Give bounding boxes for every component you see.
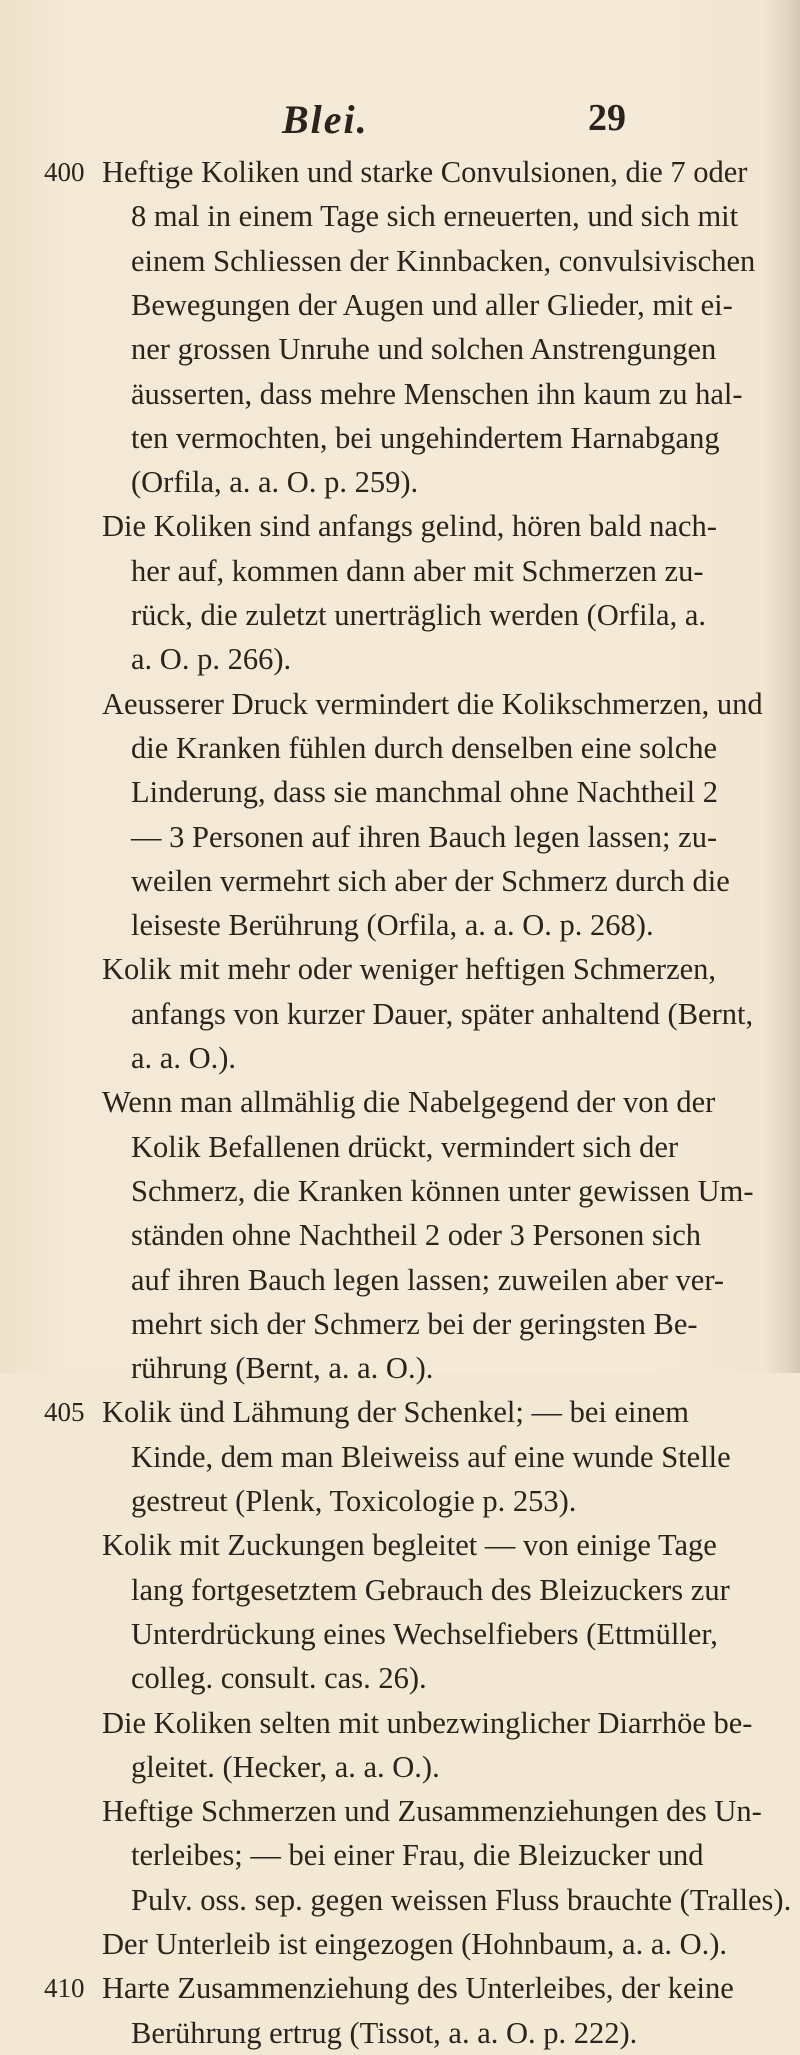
line-text: (Orfila, a. a. O. p. 259). [131, 465, 419, 500]
line-text: — 3 Personen auf ihren Bauch legen lassen; zu- [131, 819, 718, 854]
line-text: rück, die zuletzt unerträglich werden (Orfila, a. [131, 598, 706, 632]
line-text: äusserten, dass mehre Menschen ihn kaum zu hal- [131, 376, 743, 411]
line-text: Kinde, dem man Bleiweiss auf eine wunde Stelle [131, 1439, 731, 1474]
line-number: 400 [44, 157, 85, 187]
line-text: Die Koliken sind anfangs gelind, hören bald nach- [102, 509, 717, 544]
line-text: Harte Zusammenziehung des Unterleibes, der keine [102, 1971, 734, 2006]
page-binding-shadow [764, 0, 800, 1373]
line-text: Pulv. oss. sep. gegen weissen Fluss brauchte (Tralles). [131, 1882, 792, 1917]
page-number: 29 [588, 97, 626, 139]
line-text: rührung (Bernt, a. a. O.). [131, 1351, 434, 1386]
line-text: 8 mal in einem Tage sich erneuerten, und sich mit [131, 199, 739, 234]
page-header [0, 96, 800, 146]
running-title: Blei. [282, 97, 369, 142]
line-text: ten vermochten, bei ungehindertem Harnabgang [131, 420, 720, 455]
line-text: Die Koliken selten mit unbezwinglicher Diarrhöe be- [102, 1705, 753, 1740]
line-text: die Kranken fühlen durch denselben eine solche [131, 730, 718, 765]
line-text: leiseste Berührung (Orfila, a. a. O. p. 268). [131, 908, 654, 943]
line-text: lang fortgesetztem Gebrauch des Bleizuckers zur [131, 1572, 730, 1607]
line-text: Kolik ünd Lähmung der Schenkel; — bei einem [102, 1395, 689, 1430]
line-text: Kolik mit Zuckungen begleitet — von einige Tage [102, 1528, 717, 1563]
line-text: gleitet. (Hecker, a. a. O.). [131, 1749, 440, 1784]
line-text: colleg. consult. cas. 26). [131, 1661, 427, 1696]
line-text: terleibes; — bei einer Frau, die Bleizucker und [131, 1838, 704, 1873]
line-number: 410 [44, 1973, 85, 2004]
line-text: a. O. p. 266). [131, 642, 292, 677]
line-text: Der Unterleib ist eingezogen (Hohnbaum, a. a. O.). [102, 1927, 728, 1961]
line-text: a. a. O.). [131, 1041, 237, 1075]
line-text: her auf, kommen dann aber mit Schmerzen zu- [131, 553, 704, 588]
line-text: anfangs von kurzer Dauer, später anhaltend (Bernt, [131, 996, 754, 1031]
line-text: gestreut (Plenk, Toxicologie p. 253). [131, 1484, 577, 1518]
line-text: Heftige Koliken und starke Convulsionen, die 7 oder [102, 155, 748, 189]
line-number: 405 [44, 1397, 85, 1428]
line-text: auf ihren Bauch legen lassen; zuweilen aber ver- [131, 1262, 725, 1297]
line-text: mehrt sich der Schmerz bei der geringsten Be- [131, 1306, 698, 1341]
line-text: ner grossen Unruhe und solchen Anstrengungen [131, 332, 717, 367]
line-text: Bewegungen der Augen und aller Glieder, mit ei- [131, 287, 733, 322]
line-text: Kolik Befallenen drückt, vermindert sich der [131, 1129, 679, 1164]
line-text: Berührung ertrug (Tissot, a. a. O. p. 222). [131, 2015, 638, 2050]
line-text: weilen vermehrt sich aber der Schmerz durch die [131, 863, 730, 898]
line-text: Aeusserer Druck vermindert die Kolikschmerzen, und [102, 686, 763, 721]
line-text: Linderung, dass sie manchmal ohne Nachtheil 2 [131, 775, 718, 810]
line-text: Wenn man allmählig die Nabelgegend der von der [102, 1085, 716, 1120]
line-text: Kolik mit mehr oder weniger heftigen Schmerzen, [102, 952, 717, 987]
line-text: ständen ohne Nachtheil 2 oder 3 Personen sich [131, 1218, 702, 1253]
line-text: Unterdrückung eines Wechselfiebers (Ettmüller, [131, 1616, 718, 1651]
line-text: Schmerz, die Kranken können unter gewissen Um- [131, 1173, 754, 1208]
line-text: einem Schliessen der Kinnbacken, convulsivischen [131, 243, 756, 278]
line-text: Heftige Schmerzen und Zusammenziehungen des Un- [102, 1794, 762, 1829]
